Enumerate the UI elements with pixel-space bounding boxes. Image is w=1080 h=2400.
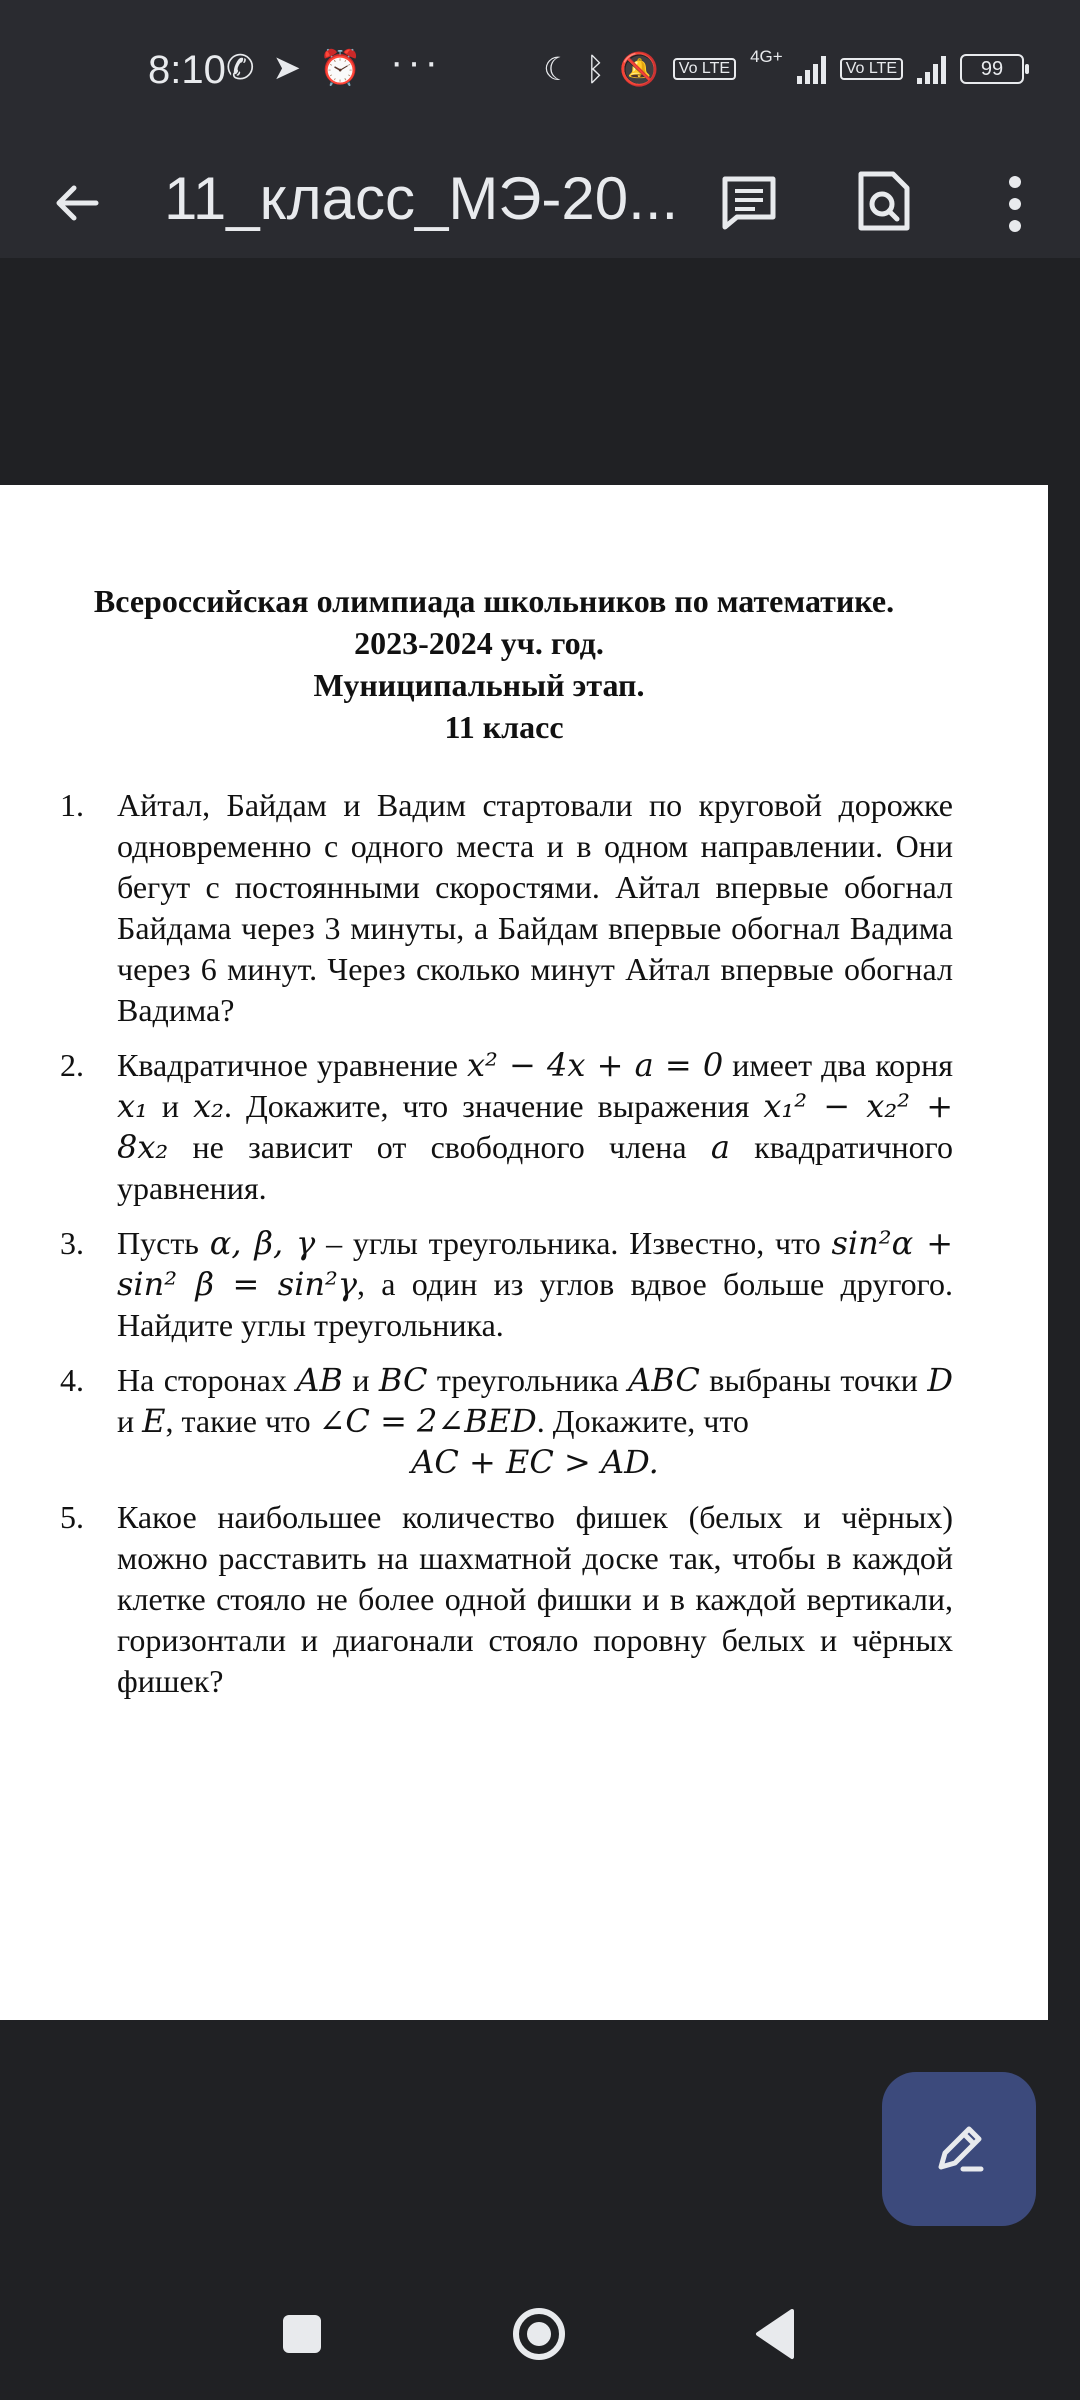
system-status-icons [543, 47, 1024, 88]
math-expression: ∠C = 2∠BED [318, 1402, 537, 1440]
text-run: и [147, 1088, 194, 1124]
math-expression: a [710, 1128, 730, 1166]
document-heading [0, 580, 1048, 748]
problem-text [117, 1223, 953, 1346]
problem-text [117, 1497, 953, 1702]
math-expression: x₁² − x₂² + 8x₂ [117, 1087, 954, 1166]
text-run: На сторонах [117, 1362, 297, 1398]
document-title: 11_класс_МЭ-20... [164, 165, 679, 232]
problem-item [60, 1045, 960, 1209]
comment-icon[interactable] [720, 174, 778, 232]
recents-icon[interactable] [283, 2315, 321, 2353]
telegram-icon: ➤ [272, 49, 301, 87]
math-expression: x₁ [117, 1087, 148, 1125]
problem-item [60, 1497, 960, 1702]
status-bar [0, 0, 1080, 138]
text-run: Квадратичное уравнение [117, 1047, 467, 1083]
text-run: выбраны точки [699, 1362, 928, 1398]
signal-icon [797, 54, 826, 84]
network-type: 4G+ [750, 47, 783, 66]
more-options-icon[interactable] [995, 172, 1035, 236]
problem-paragraph: Какое наибольшее количество фишек (белых и чёрных) можно расставить на шахматной доске так, чтобы в каждой клетке стояло не более одной фишки и в каждой вертикали, горизонтали и диагонали стояло поровну белых и чёрных фишек? [117, 1499, 953, 1699]
problem-item [60, 1360, 960, 1483]
app-bar [0, 138, 1080, 258]
text-run: треугольника [427, 1362, 629, 1398]
text-run: , а один из углов вдвое больше другого. Найдите углы треугольника. [117, 1266, 954, 1343]
text-run: Пусть [117, 1225, 210, 1261]
math-expression: sin²α + sin² β = sin²γ [117, 1224, 953, 1303]
heading-line: Муниципальный этап. [313, 667, 645, 703]
math-expression: x² − 4x + a = 0 [466, 1046, 724, 1084]
bluetooth-icon: ᛒ [585, 50, 605, 87]
home-icon[interactable] [512, 2307, 566, 2361]
problem-number: 1. [60, 787, 84, 823]
status-time: 8:10 [148, 48, 226, 92]
signal-icon-2 [917, 54, 946, 84]
volte-badge: Vo LTE [673, 58, 736, 80]
problem-paragraph: Айтал, Байдам и Вадим стартовали по круговой дорожке одновременно с одного места и в одном направлении. Они бегут с постоянными скоростями. Айтал впервые обогнал Байдама через 3 минуты, а Байдам впервые обогнал Вадима через 6 минут. Через сколько минут Айтал впервые обогнал Вадима? [117, 787, 953, 1028]
text-run: . Докажите, что [536, 1403, 749, 1439]
math-expression: α, β, γ [209, 1224, 316, 1262]
problem-number: 4. [60, 1362, 84, 1398]
problem-text [117, 1045, 953, 1209]
more-notifications-icon: ··· [390, 40, 442, 84]
whatsapp-icon: ✆ [226, 49, 255, 87]
text-run: квадратичного уравнения. [117, 1129, 954, 1206]
heading-line: Всероссийская олимпиада школьников по математике. [93, 583, 895, 619]
problem-list [60, 785, 960, 1716]
alarm-icon: ⏰ [319, 49, 362, 87]
math-expression: AB [296, 1361, 343, 1399]
text-run: . Докажите, что значение выражения [223, 1088, 764, 1124]
problem-item [60, 1223, 960, 1346]
math-expression: E [142, 1402, 166, 1440]
math-expression: BC [378, 1361, 428, 1399]
text-run: имеет два корня [723, 1047, 954, 1083]
text-run: – углы треугольника. Известно, что [315, 1225, 832, 1261]
problem-text [117, 785, 953, 1031]
edit-fab-button[interactable] [882, 2072, 1036, 2226]
text-run: не зависит от свободного члена [168, 1129, 711, 1165]
heading-line: 11 класс [444, 709, 564, 745]
problem-number: 3. [60, 1225, 84, 1261]
math-expression: AC + EC > AD. [411, 1443, 659, 1481]
volte-badge-2: Vo LTE [840, 58, 903, 80]
back-arrow-icon[interactable] [52, 178, 102, 228]
text-run: и [117, 1403, 143, 1439]
do-not-disturb-icon: ☾ [543, 51, 572, 87]
battery-icon: 99 [960, 54, 1024, 84]
back-icon[interactable] [752, 2307, 796, 2361]
edit-pen-icon [927, 2117, 991, 2181]
text-run: и [342, 1362, 379, 1398]
problem-text [117, 1360, 953, 1483]
document-page [0, 485, 1048, 2020]
search-document-icon[interactable] [855, 170, 913, 232]
math-expression: ABC [628, 1361, 700, 1399]
mute-bell-icon: 🔕 [618, 51, 659, 87]
navigation-bar [0, 2260, 1080, 2400]
notification-icons [226, 48, 361, 88]
math-expression: x₂ [193, 1087, 224, 1125]
problem-number: 5. [60, 1499, 84, 1535]
problem-item [60, 785, 960, 1031]
problem-number: 2. [60, 1047, 84, 1083]
heading-line: 2023-2024 уч. год. [354, 625, 604, 661]
math-expression: D [927, 1361, 954, 1399]
text-run: , такие что [165, 1403, 319, 1439]
